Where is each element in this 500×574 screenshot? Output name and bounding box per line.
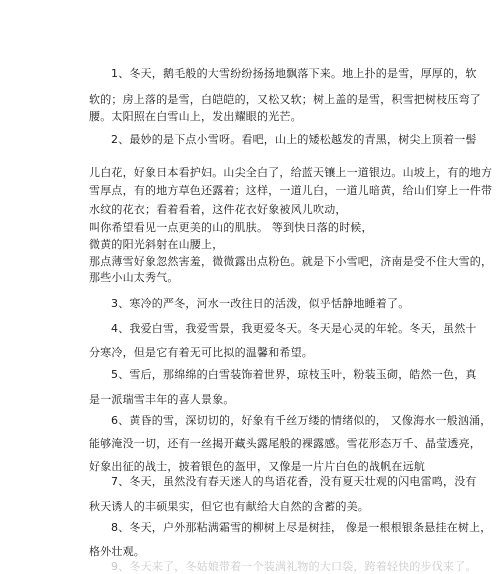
paragraph-2-line-1: 2、最妙的是下点小雪呀。看吧，山上的矮松越发的青黑，树尖上顶着一髻 bbox=[111, 133, 477, 146]
paragraph-2-line-4: 水纹的花衣；看着看着，这件花衣好象被风儿吹动， bbox=[89, 203, 347, 216]
paragraph-2-line-7: 那点薄雪好象忽然害羞，微微露出点粉色。就是下小雪吧，济南是受不住大雪的， bbox=[89, 255, 493, 268]
paragraph-8-line-1: 8、冬天，户外那粘满霜雪的柳树上尽是树挂， 像是一根根银条悬挂在树上， bbox=[111, 521, 492, 534]
paragraph-2-line-6: 微黄的阳光斜射在山腰上， bbox=[89, 238, 224, 251]
paragraph-9-line-1: 9、冬天来了，冬姑娘带着一个装满礼物的大口袋，跨着轻快的步伐来了。 bbox=[111, 560, 477, 573]
paragraph-6-line-2: 能够淹没一切，还有一丝揭开藏头露尾般的裸露感。雪花形态万千、晶莹透亮， bbox=[89, 437, 481, 450]
paragraph-2-line-2: 儿白花，好象日本看护妇。山尖全白了，给蓝天镶上一道银边。山坡上，有的地方 bbox=[89, 166, 493, 179]
paragraph-5-line-1: 5、雪后，那绵绵的白雪装饰着世界，琼枝玉叶，粉装玉砌，皓然一色，真 bbox=[111, 368, 477, 381]
paragraph-8-line-2: 格外壮观。 bbox=[89, 545, 145, 558]
paragraph-7-line-1: 7、冬天，虽然没有春天迷人的鸟语花香，没有夏天壮观的闪电雷鸣，没有 bbox=[111, 475, 477, 488]
paragraph-5-line-2: 是一派瑞雪丰年的喜人景象。 bbox=[89, 393, 235, 406]
paragraph-1-line-3: 腰。太阳照在白雪山上，发出耀眼的光芒。 bbox=[89, 110, 302, 123]
paragraph-1-line-2: 软的；房上落的是雪，白皑皑的，又松又软；树上盖的是雪，积雪把树枝压弯了 bbox=[89, 93, 481, 106]
paragraph-3-line-1: 3、寒冷的严冬，河水一改往日的活泼，似乎恬静地睡着了。 bbox=[111, 297, 410, 310]
paragraph-2-line-8: 那些小山太秀气。 bbox=[89, 271, 179, 284]
paragraph-1-line-1: 1、冬天，鹅毛般的大雪纷纷扬扬地飘落下来。地上扑的是雪，厚厚的，软 bbox=[111, 67, 477, 80]
paragraph-4-line-2: 分寒冷，但是它有着无可比拟的温馨和希望。 bbox=[89, 346, 313, 359]
paragraph-7-line-2: 秋天诱人的丰硕果实，但它也有献给大自然的含蓄的美。 bbox=[89, 500, 369, 513]
paragraph-2-line-5: 叫你希望看见一点更美的山的肌肤。 等到快日落的时候， bbox=[89, 221, 373, 234]
paragraph-6-line-1: 6、黄昏的雪，深切切的，好象有千丝万缕的情绪似的， 又像海水一般汹涌， bbox=[111, 414, 492, 427]
paragraph-4-line-1: 4、我爱白雪，我爱雪景，我更爱冬天。冬天是心灵的年轮。冬天，虽然十 bbox=[111, 322, 477, 335]
paragraph-2-line-3: 雪厚点，有的地方草色还露着；这样，一道儿白，一道儿暗黄，给山们穿上一件带 bbox=[89, 184, 493, 197]
paragraph-6-line-3: 好象出征的战士，披着银色的盔甲，又像是一片片白色的战帆在远航 bbox=[89, 460, 425, 473]
